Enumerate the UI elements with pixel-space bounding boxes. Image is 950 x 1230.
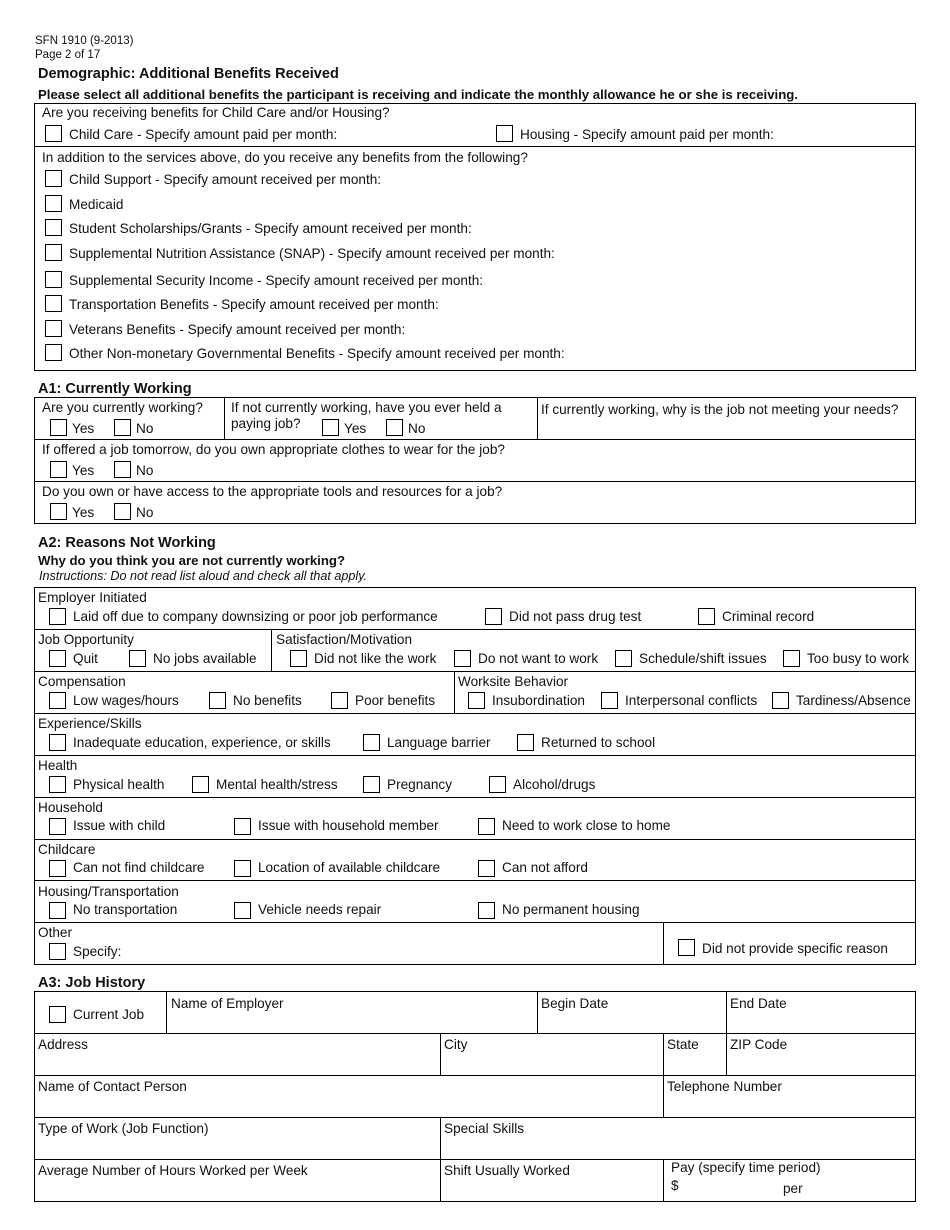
benefit-label: Medicaid: [69, 197, 124, 212]
question-ever-held-job-line2: paying job?: [231, 416, 301, 431]
poor-benefits-checkbox[interactable]: [331, 692, 348, 709]
category-other: Other: [38, 925, 72, 940]
benefit-label: Supplemental Nutrition Assistance (SNAP) - Specify amount received per month:: [69, 246, 555, 261]
address-label: Address: [38, 1037, 88, 1052]
divider: [34, 1117, 916, 1118]
reason-label: Alcohol/drugs: [513, 777, 596, 792]
reason-label: Can not find childcare: [73, 860, 205, 875]
reason-label: Laid off due to company downsizing or poor job performance: [73, 609, 438, 624]
other-nonmonetary-checkbox[interactable]: [45, 344, 62, 361]
a2-instructions: Instructions: Do not read list aloud and check all that apply.: [39, 569, 368, 583]
section-title-a3: A3: Job History: [38, 975, 146, 991]
no-specific-reason-checkbox[interactable]: [678, 939, 695, 956]
yes-label: Yes: [344, 421, 367, 436]
do-not-want-work-checkbox[interactable]: [454, 650, 471, 667]
divider: [224, 397, 225, 439]
medicaid-checkbox[interactable]: [45, 195, 62, 212]
scholarships-checkbox[interactable]: [45, 219, 62, 236]
city-label: City: [444, 1037, 468, 1052]
divider: [34, 839, 916, 840]
a2-question: Why do you think you are not currently working?: [38, 553, 345, 568]
reason-label: Low wages/hours: [73, 693, 179, 708]
no-transportation-checkbox[interactable]: [49, 902, 66, 919]
alcohol-drugs-checkbox[interactable]: [489, 776, 506, 793]
benefit-label: Veterans Benefits - Specify amount received per month:: [69, 322, 406, 337]
employer-name-label: Name of Employer: [171, 996, 284, 1011]
mental-health-checkbox[interactable]: [192, 776, 209, 793]
divider: [663, 1075, 664, 1117]
divider: [537, 991, 538, 1033]
housing-label: Housing - Specify amount paid per month:: [520, 127, 774, 142]
end-date-label: End Date: [730, 996, 787, 1011]
physical-health-checkbox[interactable]: [49, 776, 66, 793]
specify-label: Specify:: [73, 944, 122, 959]
no-jobs-checkbox[interactable]: [129, 650, 146, 667]
drug-test-checkbox[interactable]: [485, 608, 502, 625]
category-household: Household: [38, 800, 103, 815]
benefit-label: Other Non-monetary Governmental Benefits - Specify amount received per month:: [69, 346, 565, 361]
divider: [34, 1075, 916, 1076]
divider: [726, 991, 727, 1033]
too-busy-checkbox[interactable]: [783, 650, 800, 667]
reason-label: Physical health: [73, 777, 165, 792]
category-job-opportunity: Job Opportunity: [38, 632, 134, 647]
reason-label: Pregnancy: [387, 777, 452, 792]
child-care-checkbox[interactable]: [45, 125, 62, 142]
returned-school-checkbox[interactable]: [517, 734, 534, 751]
divider: [726, 1033, 727, 1075]
reason-label: Do not want to work: [478, 651, 599, 666]
criminal-record-checkbox[interactable]: [698, 608, 715, 625]
reason-label: Criminal record: [722, 609, 815, 624]
reason-label: Issue with household member: [258, 818, 439, 833]
no-benefits-checkbox[interactable]: [209, 692, 226, 709]
reason-label: Returned to school: [541, 735, 656, 750]
reason-label: Language barrier: [387, 735, 491, 750]
current-job-label: Current Job: [73, 1007, 145, 1022]
question-tools: Do you own or have access to the appropriate tools and resources for a job?: [42, 484, 503, 499]
transportation-checkbox[interactable]: [45, 295, 62, 312]
divider: [440, 1033, 441, 1075]
begin-date-label: Begin Date: [541, 996, 609, 1011]
reason-label: Poor benefits: [355, 693, 436, 708]
reason-label: Can not afford: [502, 860, 588, 875]
no-label: No: [408, 421, 426, 436]
cannot-afford-checkbox[interactable]: [478, 860, 495, 877]
category-experience: Experience/Skills: [38, 716, 142, 731]
divider: [34, 797, 916, 798]
tools-yes-checkbox[interactable]: [50, 503, 67, 520]
category-childcare: Childcare: [38, 842, 96, 857]
state-label: State: [667, 1037, 699, 1052]
question-additional-benefits: In addition to the services above, do you receive any benefits from the following?: [42, 150, 528, 165]
dollar-sign: $: [671, 1178, 679, 1193]
reason-label: Mental health/stress: [216, 777, 338, 792]
snap-checkbox[interactable]: [45, 244, 62, 261]
question-ever-held-job-line1: If not currently working, have you ever held a: [231, 400, 502, 415]
reason-label: Interpersonal conflicts: [625, 693, 758, 708]
category-compensation: Compensation: [38, 674, 126, 689]
cannot-find-childcare-checkbox[interactable]: [49, 860, 66, 877]
divider: [663, 1159, 664, 1202]
divider: [166, 991, 167, 1033]
divider: [34, 481, 916, 482]
childcare-location-checkbox[interactable]: [234, 860, 251, 877]
category-housing-transportation: Housing/Transportation: [38, 884, 179, 899]
insubordination-checkbox[interactable]: [468, 692, 485, 709]
divider: [271, 629, 272, 671]
question-currently-working: Are you currently working?: [42, 400, 203, 415]
divider: [34, 146, 916, 147]
divider: [34, 671, 916, 672]
question-job-not-meeting-needs: If currently working, why is the job not meeting your needs?: [541, 402, 899, 417]
special-skills-label: Special Skills: [444, 1121, 525, 1136]
no-label: No: [136, 463, 154, 478]
reason-label: No permanent housing: [502, 902, 640, 917]
category-worksite: Worksite Behavior: [458, 674, 569, 689]
other-specify-checkbox[interactable]: [49, 943, 66, 960]
reason-label: Quit: [73, 651, 98, 666]
avg-hours-label: Average Number of Hours Worked per Week: [38, 1163, 308, 1178]
child-support-checkbox[interactable]: [45, 170, 62, 187]
interpersonal-checkbox[interactable]: [601, 692, 618, 709]
reason-label: No jobs available: [153, 651, 257, 666]
issue-household-checkbox[interactable]: [234, 818, 251, 835]
section-title-demographic: Demographic: Additional Benefits Received: [38, 66, 339, 82]
reason-label: Did not pass drug test: [509, 609, 642, 624]
category-employer-initiated: Employer Initiated: [38, 590, 147, 605]
current-job-checkbox[interactable]: [49, 1006, 66, 1023]
language-barrier-checkbox[interactable]: [363, 734, 380, 751]
laid-off-checkbox[interactable]: [49, 608, 66, 625]
clothes-yes-checkbox[interactable]: [50, 461, 67, 478]
child-care-label: Child Care - Specify amount paid per month:: [69, 127, 338, 142]
issue-child-checkbox[interactable]: [49, 818, 66, 835]
reason-label: Issue with child: [73, 818, 166, 833]
divider: [34, 713, 916, 714]
work-type-label: Type of Work (Job Function): [38, 1121, 209, 1136]
veterans-checkbox[interactable]: [45, 320, 62, 337]
reason-label: Vehicle needs repair: [258, 902, 382, 917]
schedule-issues-checkbox[interactable]: [615, 650, 632, 667]
ssi-checkbox[interactable]: [45, 271, 62, 288]
ever-held-no-checkbox[interactable]: [386, 419, 403, 436]
no-label: No: [136, 505, 154, 520]
divider: [34, 1033, 916, 1034]
reason-label: No transportation: [73, 902, 178, 917]
clothes-no-checkbox[interactable]: [114, 461, 131, 478]
work-close-home-checkbox[interactable]: [478, 818, 495, 835]
benefit-label: Transportation Benefits - Specify amount received per month:: [69, 297, 439, 312]
contact-person-label: Name of Contact Person: [38, 1079, 187, 1094]
question-clothes: If offered a job tomorrow, do you own appropriate clothes to wear for the job?: [42, 442, 505, 457]
no-label: No: [136, 421, 154, 436]
divider: [537, 397, 538, 439]
inadequate-education-checkbox[interactable]: [49, 734, 66, 751]
reason-label: Tardiness/Absence: [796, 693, 911, 708]
yes-label: Yes: [72, 505, 95, 520]
form-id: SFN 1910 (9-2013): [35, 35, 134, 47]
question-childcare-housing: Are you receiving benefits for Child Care and/or Housing?: [42, 105, 390, 120]
benefit-label: Supplemental Security Income - Specify amount received per month:: [69, 273, 484, 288]
benefit-label: Child Support - Specify amount received per month:: [69, 172, 382, 187]
housing-checkbox[interactable]: [496, 125, 513, 142]
yes-label: Yes: [72, 463, 95, 478]
pregnancy-checkbox[interactable]: [363, 776, 380, 793]
section-title-a2: A2: Reasons Not Working: [38, 535, 216, 551]
zip-label: ZIP Code: [730, 1037, 788, 1052]
category-satisfaction: Satisfaction/Motivation: [276, 632, 413, 647]
reason-label: No benefits: [233, 693, 302, 708]
divider: [663, 1033, 664, 1075]
divider: [34, 755, 916, 756]
benefit-label: Student Scholarships/Grants - Specify amount received per month:: [69, 221, 472, 236]
section-title-a1: A1: Currently Working: [38, 381, 192, 397]
no-permanent-housing-checkbox[interactable]: [478, 902, 495, 919]
working-no-checkbox[interactable]: [114, 419, 131, 436]
reason-label: Location of available childcare: [258, 860, 441, 875]
no-specific-reason-label: Did not provide specific reason: [702, 941, 888, 956]
yes-label: Yes: [72, 421, 95, 436]
working-yes-checkbox[interactable]: [50, 419, 67, 436]
reason-label: Insubordination: [492, 693, 585, 708]
pay-label: Pay (specify time period): [671, 1160, 821, 1175]
did-not-like-work-checkbox[interactable]: [290, 650, 307, 667]
reason-label: Schedule/shift issues: [639, 651, 767, 666]
demographic-instruction: Please select all additional benefits the participant is receiving and indicate the monthly allowance he or she is receiving.: [38, 87, 798, 102]
divider: [34, 439, 916, 440]
low-wages-checkbox[interactable]: [49, 692, 66, 709]
divider: [34, 629, 916, 630]
vehicle-repair-checkbox[interactable]: [234, 902, 251, 919]
telephone-label: Telephone Number: [667, 1079, 782, 1094]
reason-label: Need to work close to home: [502, 818, 671, 833]
reason-label: Too busy to work: [807, 651, 909, 666]
page-number: Page 2 of 17: [35, 49, 101, 61]
ever-held-yes-checkbox[interactable]: [322, 419, 339, 436]
divider: [34, 880, 916, 881]
divider: [454, 671, 455, 713]
category-health: Health: [38, 758, 78, 773]
tardiness-checkbox[interactable]: [772, 692, 789, 709]
per-label: per: [783, 1181, 803, 1196]
divider: [34, 922, 916, 923]
divider: [663, 922, 664, 965]
reason-label: Did not like the work: [314, 651, 437, 666]
quit-checkbox[interactable]: [49, 650, 66, 667]
shift-label: Shift Usually Worked: [444, 1163, 570, 1178]
divider: [440, 1117, 441, 1202]
tools-no-checkbox[interactable]: [114, 503, 131, 520]
reason-label: Inadequate education, experience, or skills: [73, 735, 331, 750]
